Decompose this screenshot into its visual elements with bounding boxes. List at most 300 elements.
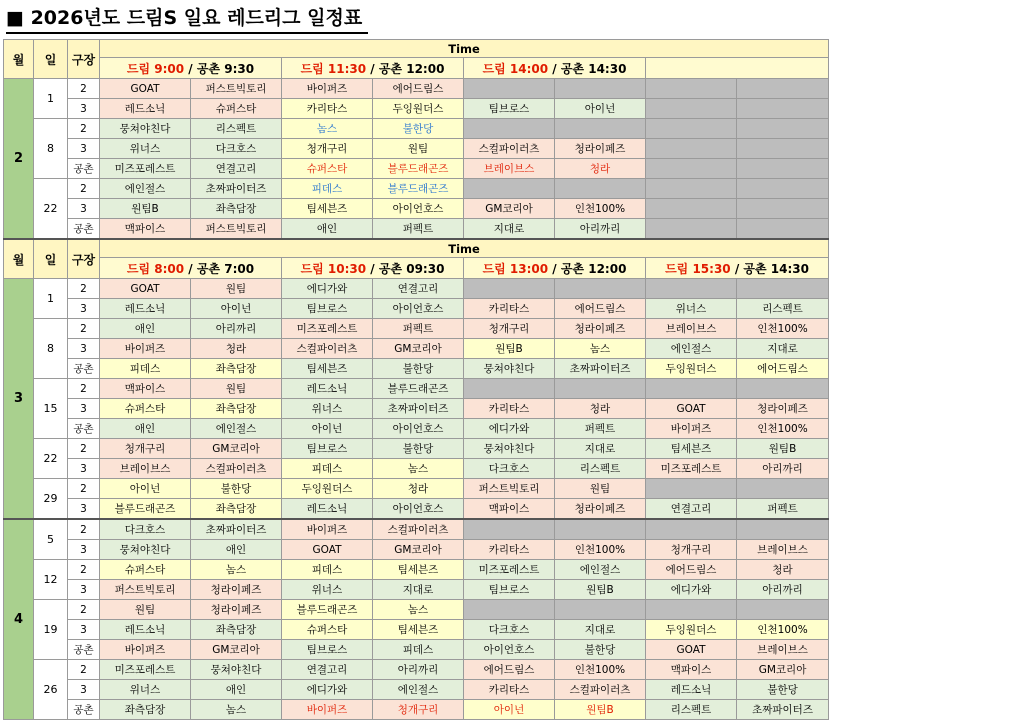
- team-cell: 팀브로스: [464, 580, 555, 600]
- team-cell: 지대로: [464, 219, 555, 240]
- day-header: 일: [34, 239, 68, 279]
- team-cell: 블루드래곤즈: [373, 159, 464, 179]
- team-cell: 바이퍼즈: [100, 640, 191, 660]
- empty-slot-cell: [737, 119, 829, 139]
- team-cell: 블루드래곤즈: [373, 179, 464, 199]
- slot-dream-time: 드림 13:00: [482, 261, 549, 276]
- team-cell: 초짜파이터즈: [555, 359, 646, 379]
- team-cell: 브레이브스: [646, 319, 737, 339]
- team-cell: 청라이페즈: [555, 499, 646, 520]
- team-cell: 청라: [555, 399, 646, 419]
- team-cell: 초짜파이터즈: [191, 179, 282, 199]
- schedule-row: [4, 219, 829, 240]
- slot-dream-time: 드림 11:30: [300, 61, 367, 76]
- team-cell: 아이넌: [464, 700, 555, 720]
- field-cell: 2: [68, 179, 100, 199]
- day-cell: 29: [34, 479, 68, 520]
- slot-dream-time: 드림 15:30: [665, 261, 731, 276]
- team-cell: 레드소닉: [282, 379, 373, 399]
- field-header: 구장: [68, 239, 100, 279]
- empty-slot-cell: [464, 119, 555, 139]
- team-cell: 놈스: [191, 700, 282, 720]
- team-cell: 카리타스: [282, 99, 373, 119]
- slot-gongchon-time: 공촌 14:30: [560, 61, 627, 76]
- team-cell: 스컬파이러츠: [373, 519, 464, 540]
- team-cell: 원팀B: [464, 339, 555, 359]
- team-cell: 슈퍼스타: [282, 159, 373, 179]
- empty-slot-cell: [464, 179, 555, 199]
- team-cell: 불한당: [373, 439, 464, 459]
- team-cell: 에인절스: [646, 339, 737, 359]
- team-cell: 퍼펙트: [737, 499, 829, 520]
- field-cell: 2: [68, 119, 100, 139]
- slot-dream-time: 드림 10:30: [300, 261, 367, 276]
- slot-separator: /: [548, 61, 561, 76]
- slot-separator: /: [366, 261, 379, 276]
- field-cell: 공촌: [68, 219, 100, 240]
- field-cell: 2: [68, 519, 100, 540]
- team-cell: 청라이페즈: [737, 399, 829, 419]
- empty-slot-cell: [555, 119, 646, 139]
- team-cell: 청개구리: [100, 439, 191, 459]
- team-cell: 아이넌: [100, 479, 191, 499]
- team-cell: 에디가와: [646, 580, 737, 600]
- field-cell: 3: [68, 199, 100, 219]
- team-cell: 아이언호스: [373, 299, 464, 319]
- team-cell: 좌측담장: [191, 199, 282, 219]
- team-cell: 아리까리: [555, 219, 646, 240]
- slot-gongchon-time: 공촌 7:00: [196, 261, 255, 276]
- team-cell: 블루드래곤즈: [373, 379, 464, 399]
- team-cell: 위너스: [100, 139, 191, 159]
- team-cell: 좌측담장: [191, 359, 282, 379]
- slot-separator: /: [730, 261, 744, 276]
- team-cell: 퍼펙트: [373, 219, 464, 240]
- schedule-row: [4, 159, 829, 179]
- team-cell: 미즈포레스트: [464, 560, 555, 580]
- schedule-row: [4, 339, 829, 359]
- day-cell: 19: [34, 600, 68, 660]
- team-cell: 아이넌: [191, 299, 282, 319]
- team-cell: 지대로: [737, 339, 829, 359]
- team-cell: 청개구리: [646, 540, 737, 560]
- team-cell: 레드소닉: [282, 499, 373, 520]
- team-cell: 브레이브스: [737, 540, 829, 560]
- team-cell: 놈스: [373, 459, 464, 479]
- empty-slot-cell: [737, 519, 829, 540]
- team-cell: 피데스: [100, 359, 191, 379]
- team-cell: 지대로: [555, 439, 646, 459]
- team-cell: 바이퍼즈: [282, 519, 373, 540]
- team-cell: 브레이브스: [100, 459, 191, 479]
- field-cell: 2: [68, 479, 100, 499]
- team-cell: 애인: [100, 419, 191, 439]
- team-cell: 피데스: [282, 560, 373, 580]
- team-cell: 두잉원더스: [373, 99, 464, 119]
- team-cell: 맥파이스: [100, 219, 191, 240]
- team-cell: 아리까리: [373, 660, 464, 680]
- empty-slot-cell: [646, 279, 737, 299]
- day-cell: 22: [34, 439, 68, 479]
- team-cell: 애인: [282, 219, 373, 240]
- team-cell: 청라이페즈: [555, 319, 646, 339]
- field-cell: 3: [68, 139, 100, 159]
- team-cell: 불한당: [555, 640, 646, 660]
- team-cell: 아이언호스: [373, 199, 464, 219]
- time-slot-row: [4, 258, 829, 279]
- field-cell: 공촌: [68, 159, 100, 179]
- team-cell: 놈스: [373, 600, 464, 620]
- team-cell: 연결고리: [191, 159, 282, 179]
- team-cell: 에어드림스: [373, 79, 464, 99]
- schedule-row: [4, 620, 829, 640]
- empty-slot-cell: [555, 519, 646, 540]
- team-cell: 카리타스: [464, 299, 555, 319]
- time-slot: [100, 58, 282, 79]
- team-cell: 스컬파이러츠: [464, 139, 555, 159]
- team-cell: 인천100%: [737, 419, 829, 439]
- team-cell: 아리까리: [737, 580, 829, 600]
- schedule-row: [4, 600, 829, 620]
- team-cell: 인천100%: [555, 199, 646, 219]
- team-cell: 다크호스: [100, 519, 191, 540]
- slot-separator: /: [184, 61, 197, 76]
- team-cell: 에인절스: [100, 179, 191, 199]
- team-cell: 청라이페즈: [191, 580, 282, 600]
- team-cell: 레드소닉: [100, 99, 191, 119]
- team-cell: 팀세븐즈: [282, 359, 373, 379]
- empty-slot-cell: [737, 600, 829, 620]
- team-cell: 피데스: [373, 640, 464, 660]
- team-cell: 스컬파이러츠: [282, 339, 373, 359]
- team-cell: 뭉쳐야친다: [100, 540, 191, 560]
- field-cell: 3: [68, 580, 100, 600]
- team-cell: 바이퍼즈: [646, 419, 737, 439]
- team-cell: 브레이브스: [737, 640, 829, 660]
- team-cell: 리스펙트: [555, 459, 646, 479]
- team-cell: 팀세븐즈: [373, 620, 464, 640]
- team-cell: 블루드래곤즈: [282, 600, 373, 620]
- empty-slot-cell: [737, 279, 829, 299]
- team-cell: 뭉쳐야친다: [464, 359, 555, 379]
- team-cell: 바이퍼즈: [282, 79, 373, 99]
- team-cell: 맥파이스: [646, 660, 737, 680]
- team-cell: 위너스: [646, 299, 737, 319]
- team-cell: 두잉원더스: [282, 479, 373, 499]
- empty-slot-cell: [737, 99, 829, 119]
- schedule-row: [4, 680, 829, 700]
- team-cell: 카리타스: [464, 680, 555, 700]
- team-cell: 에디가와: [282, 680, 373, 700]
- empty-slot-cell: [646, 199, 737, 219]
- team-cell: 원팀: [373, 139, 464, 159]
- team-cell: 다크호스: [191, 139, 282, 159]
- field-cell: 공촌: [68, 359, 100, 379]
- team-cell: 에어드림스: [646, 560, 737, 580]
- team-cell: 뭉쳐야친다: [191, 660, 282, 680]
- slot-separator: /: [184, 261, 197, 276]
- team-cell: 팀브로스: [282, 640, 373, 660]
- team-cell: GM코리아: [373, 339, 464, 359]
- empty-slot-cell: [555, 279, 646, 299]
- team-cell: 청개구리: [282, 139, 373, 159]
- team-cell: 퍼스트빅토리: [100, 580, 191, 600]
- day-cell: 12: [34, 560, 68, 600]
- team-cell: 인천100%: [555, 540, 646, 560]
- team-cell: 아리까리: [737, 459, 829, 479]
- empty-slot-cell: [737, 199, 829, 219]
- team-cell: 팀브로스: [464, 99, 555, 119]
- team-cell: 인천100%: [737, 319, 829, 339]
- team-cell: 미즈포레스트: [282, 319, 373, 339]
- empty-slot-cell: [737, 139, 829, 159]
- team-cell: 놈스: [191, 560, 282, 580]
- month-header: 월: [4, 239, 34, 279]
- slot-dream-time: 드림 9:00: [126, 61, 185, 76]
- team-cell: 청라: [737, 560, 829, 580]
- team-cell: 맥파이스: [100, 379, 191, 399]
- team-cell: 에어드림스: [464, 660, 555, 680]
- team-cell: 좌측담장: [191, 399, 282, 419]
- day-cell: 22: [34, 179, 68, 240]
- field-cell: 3: [68, 99, 100, 119]
- schedule-row: [4, 379, 829, 399]
- team-cell: 슈퍼스타: [100, 399, 191, 419]
- team-cell: 초짜파이터즈: [373, 399, 464, 419]
- day-cell: 1: [34, 279, 68, 319]
- empty-slot-cell: [464, 79, 555, 99]
- schedule-row: [4, 419, 829, 439]
- team-cell: 뭉쳐야친다: [100, 119, 191, 139]
- slot-separator: /: [366, 61, 379, 76]
- team-cell: 청라: [555, 159, 646, 179]
- team-cell: GOAT: [100, 79, 191, 99]
- team-cell: 청개구리: [464, 319, 555, 339]
- team-cell: 애인: [191, 540, 282, 560]
- field-cell: 3: [68, 680, 100, 700]
- empty-slot-cell: [737, 79, 829, 99]
- schedule-row: [4, 540, 829, 560]
- day-cell: 26: [34, 660, 68, 720]
- team-cell: 에어드림스: [555, 299, 646, 319]
- team-cell: 불한당: [373, 119, 464, 139]
- team-cell: 레드소닉: [100, 299, 191, 319]
- empty-slot-cell: [464, 519, 555, 540]
- team-cell: 좌측담장: [191, 620, 282, 640]
- empty-slot-cell: [646, 600, 737, 620]
- empty-slot-cell: [646, 99, 737, 119]
- empty-slot-cell: [646, 519, 737, 540]
- day-cell: 8: [34, 319, 68, 379]
- team-cell: 원팀: [100, 600, 191, 620]
- time-slot: [646, 258, 829, 279]
- time-slot-row: [4, 58, 829, 79]
- empty-slot-cell: [464, 279, 555, 299]
- schedule-row: [4, 199, 829, 219]
- field-cell: 공촌: [68, 419, 100, 439]
- team-cell: 인천100%: [737, 620, 829, 640]
- team-cell: 브레이브스: [464, 159, 555, 179]
- team-cell: 뭉쳐야친다: [464, 439, 555, 459]
- team-cell: 미즈포레스트: [646, 459, 737, 479]
- empty-slot-cell: [646, 179, 737, 199]
- month-cell: 4: [4, 519, 34, 720]
- schedule-row: [4, 119, 829, 139]
- team-cell: 퍼스트빅토리: [191, 79, 282, 99]
- field-cell: 2: [68, 660, 100, 680]
- team-cell: 팀세븐즈: [646, 439, 737, 459]
- empty-slot-cell: [646, 79, 737, 99]
- time-header: Time: [100, 40, 829, 58]
- slot-gongchon-time: 공촌 12:00: [378, 61, 445, 76]
- time-header: Time: [100, 239, 829, 258]
- empty-slot-cell: [646, 219, 737, 240]
- team-cell: 불한당: [373, 359, 464, 379]
- field-cell: 3: [68, 299, 100, 319]
- team-cell: 원팀: [555, 479, 646, 499]
- team-cell: 퍼펙트: [555, 419, 646, 439]
- empty-slot-cell: [646, 379, 737, 399]
- team-cell: 연결고리: [646, 499, 737, 520]
- field-cell: 3: [68, 459, 100, 479]
- empty-slot-cell: [555, 600, 646, 620]
- field-cell: 3: [68, 339, 100, 359]
- team-cell: 두잉원더스: [646, 359, 737, 379]
- team-cell: 피데스: [282, 459, 373, 479]
- team-cell: 위너스: [282, 580, 373, 600]
- team-cell: GM코리아: [191, 640, 282, 660]
- team-cell: 퍼펙트: [373, 319, 464, 339]
- field-cell: 2: [68, 79, 100, 99]
- field-cell: 2: [68, 560, 100, 580]
- team-cell: 팀세븐즈: [373, 560, 464, 580]
- month-header: 월: [4, 40, 34, 79]
- team-cell: 청라: [191, 339, 282, 359]
- team-cell: 원팀B: [737, 439, 829, 459]
- time-slot: [282, 258, 464, 279]
- team-cell: 인천100%: [555, 660, 646, 680]
- empty-slot-cell: [464, 600, 555, 620]
- team-cell: 아이언호스: [373, 419, 464, 439]
- team-cell: 아이넌: [555, 99, 646, 119]
- team-cell: 아이언호스: [373, 499, 464, 520]
- field-cell: 3: [68, 499, 100, 520]
- schedule-row: [4, 660, 829, 680]
- team-cell: 퍼스트빅토리: [191, 219, 282, 240]
- team-cell: 스컬파이러츠: [191, 459, 282, 479]
- time-slot: [464, 258, 646, 279]
- team-cell: 레드소닉: [646, 680, 737, 700]
- time-slot: [100, 258, 282, 279]
- field-cell: 2: [68, 319, 100, 339]
- day-cell: 15: [34, 379, 68, 439]
- team-cell: 애인: [191, 680, 282, 700]
- empty-slot-cell: [555, 179, 646, 199]
- schedule-row: [4, 580, 829, 600]
- team-cell: 원팀: [191, 379, 282, 399]
- schedule-row: [4, 519, 829, 540]
- team-cell: 청라이페즈: [191, 600, 282, 620]
- team-cell: 불한당: [737, 680, 829, 700]
- team-cell: 청개구리: [373, 700, 464, 720]
- team-cell: GOAT: [646, 640, 737, 660]
- empty-slot-cell: [555, 79, 646, 99]
- empty-slot-cell: [737, 479, 829, 499]
- team-cell: 다크호스: [464, 620, 555, 640]
- field-cell: 공촌: [68, 640, 100, 660]
- team-cell: 슈퍼스타: [100, 560, 191, 580]
- slot-dream-time: 드림 14:00: [482, 61, 549, 76]
- team-cell: 위너스: [100, 680, 191, 700]
- field-header: 구장: [68, 40, 100, 79]
- month-cell: 2: [4, 79, 34, 240]
- empty-slot-cell: [737, 219, 829, 240]
- team-cell: 바이퍼즈: [282, 700, 373, 720]
- slot-gongchon-time: 공촌 12:00: [560, 261, 627, 276]
- field-cell: 2: [68, 279, 100, 299]
- team-cell: 미즈포레스트: [100, 660, 191, 680]
- team-cell: 에인절스: [555, 560, 646, 580]
- team-cell: 원팀: [191, 279, 282, 299]
- team-cell: 에디가와: [282, 279, 373, 299]
- schedule-row: [4, 560, 829, 580]
- schedule-row: [4, 319, 829, 339]
- month-cell: 3: [4, 279, 34, 520]
- schedule-row: [4, 279, 829, 299]
- schedule-row: [4, 139, 829, 159]
- field-cell: 2: [68, 439, 100, 459]
- field-cell: 3: [68, 540, 100, 560]
- team-cell: GOAT: [646, 399, 737, 419]
- empty-slot-cell: [646, 159, 737, 179]
- team-cell: 놈스: [282, 119, 373, 139]
- team-cell: 아이언호스: [464, 640, 555, 660]
- slot-gongchon-time: 공촌 14:30: [743, 261, 809, 276]
- field-cell: 3: [68, 399, 100, 419]
- team-cell: 레드소닉: [100, 620, 191, 640]
- day-cell: 1: [34, 79, 68, 119]
- team-cell: 좌측담장: [191, 499, 282, 520]
- team-cell: 청라이페즈: [555, 139, 646, 159]
- team-cell: 지대로: [373, 580, 464, 600]
- team-cell: 에어드림스: [737, 359, 829, 379]
- team-cell: GM코리아: [191, 439, 282, 459]
- team-cell: 퍼스트빅토리: [464, 479, 555, 499]
- team-cell: 팀브로스: [282, 439, 373, 459]
- team-cell: 불한당: [191, 479, 282, 499]
- team-cell: 연결고리: [282, 660, 373, 680]
- empty-slot-cell: [646, 479, 737, 499]
- day-cell: 8: [34, 119, 68, 179]
- team-cell: 리스펙트: [737, 299, 829, 319]
- schedule-row: [4, 299, 829, 319]
- header-row: [4, 40, 829, 58]
- team-cell: 미즈포레스트: [100, 159, 191, 179]
- schedule-table: [3, 39, 829, 720]
- schedule-row: [4, 640, 829, 660]
- field-cell: 공촌: [68, 700, 100, 720]
- team-cell: GM코리아: [373, 540, 464, 560]
- team-cell: 놈스: [555, 339, 646, 359]
- team-cell: 카리타스: [464, 399, 555, 419]
- team-cell: GOAT: [100, 279, 191, 299]
- team-cell: 피데스: [282, 179, 373, 199]
- team-cell: 아이넌: [282, 419, 373, 439]
- schedule-row: [4, 359, 829, 379]
- empty-slot-cell: [737, 179, 829, 199]
- team-cell: 청라: [373, 479, 464, 499]
- schedule-row: [4, 700, 829, 720]
